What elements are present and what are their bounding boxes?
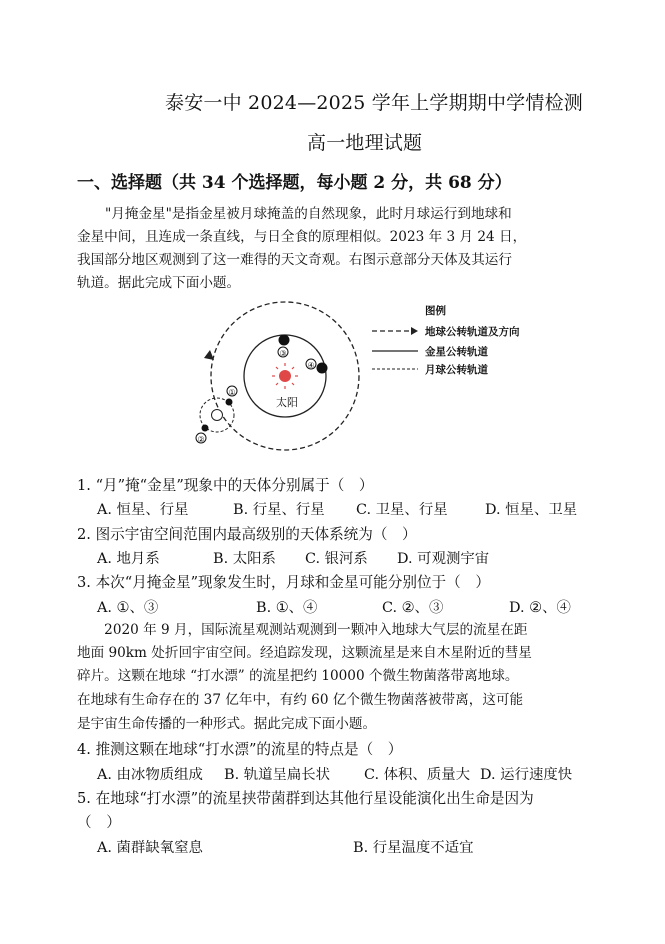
position-label-3: ③: [279, 349, 287, 358]
question-1-stem: 1. “月”掩“金星”现象中的天体分别属于（ ）: [77, 477, 374, 494]
passage2-line: 2020 年 9 月，国际流星观测站观测到一颗冲入地球大气层的流星在距: [77, 622, 528, 638]
q1-option-b: B. 行星、行星: [233, 502, 325, 518]
passage1-line: "月掩金星"是指金星被月球掩盖的自然现象，此时月球运行到地球和: [105, 206, 512, 222]
q2-option-d: D. 可观测宇宙: [397, 551, 490, 567]
sun-icon: [272, 363, 298, 389]
q4-option-d: D. 运行速度快: [480, 767, 573, 783]
section-heading: 一、选择题（共 34 个选择题，每小题 2 分，共 68 分）: [77, 173, 512, 193]
q2-option-b: B. 太阳系: [213, 551, 276, 567]
venus-position-4: [317, 363, 328, 374]
legend-arrow-icon: [411, 327, 418, 335]
passage1-line: 我国部分地区观测到了这一难得的天文奇观。右图示意部分天体及其运行: [77, 252, 512, 268]
q5-option-b: B. 行星温度不适宜: [353, 840, 474, 856]
position-label-4: ④: [307, 361, 315, 370]
passage1-line: 轨道。据此完成下面小题。: [77, 275, 241, 291]
passage1-line: 金星中间，且连成一条直线，与日全食的原理相似。2023 年 3 月 24 日，: [77, 229, 527, 245]
exam-subtitle: 高一地理试题: [307, 132, 423, 154]
passage2-line: 在地球有生命存在的 37 亿年中，有约 60 亿个微生物菌落被带离，这可能: [77, 692, 524, 708]
moon-position-1: [226, 399, 233, 406]
orbit-diagram: [185, 298, 545, 458]
passage2-line: 地面 90km 处折回宇宙空间。经追踪发现，这颗流星是来自木星附近的彗星: [77, 645, 532, 661]
passage2-line: 是宇宙生命传播的一种形式。据此完成下面小题。: [77, 716, 377, 732]
q3-option-a: A. ①、③: [97, 600, 159, 616]
q3-option-d: D. ②、④: [509, 600, 571, 616]
legend-label: 月球公转轨道: [425, 364, 488, 376]
q4-option-b: B. 轨道呈扁长状: [224, 767, 331, 783]
q1-option-a: A. 恒星、行星: [97, 502, 189, 518]
earth-body: [212, 410, 223, 421]
q2-option-a: A. 地月系: [97, 551, 160, 567]
question-2-stem: 2. 图示宇宙空间范围内最高级别的天体系统为（ ）: [77, 526, 417, 543]
sun-label: 太阳: [276, 396, 298, 409]
q2-option-c: C. 银河系: [305, 551, 368, 567]
question-5-stem: 5. 在地球“打水漂”的流星挟带菌群到达其他行星设能演化出生命是因为: [77, 790, 534, 807]
legend-title: 图例: [425, 305, 446, 317]
question-5-stem-cont: （ ）: [77, 814, 121, 831]
legend-label: 地球公转轨道及方向: [425, 326, 520, 338]
q3-option-c: C. ②、③: [382, 600, 444, 616]
exam-title: 泰安一中 2024—2025 学年上学期期中学情检测: [165, 92, 583, 114]
venus-position-3: [279, 335, 290, 346]
orbit-direction-arrow-icon: [204, 350, 214, 360]
question-3-stem: 3. 本次“月掩金星”现象发生时，月球和金星可能分别位于（ ）: [77, 574, 490, 591]
q1-option-c: C. 卫星、行星: [356, 502, 448, 518]
position-label-2: ②: [197, 435, 205, 444]
q4-option-c: C. 体积、质量大: [364, 767, 470, 783]
moon-position-2: [202, 425, 209, 432]
q3-option-b: B. ①、④: [256, 600, 318, 616]
passage2-line: 碎片。这颗在地球 “打水漂” 的流星把约 10000 个微生物菌落带离地球。: [77, 668, 519, 684]
q4-option-a: A. 由冰物质组成: [97, 767, 203, 783]
q5-option-a: A. 菌群缺氧窒息: [97, 840, 203, 856]
legend-label: 金星公转轨道: [425, 346, 488, 358]
question-4-stem: 4. 推测这颗在地球“打水漂”的流星的特点是（ ）: [77, 741, 403, 758]
q1-option-d: D. 恒星、卫星: [485, 502, 578, 518]
position-label-1: ①: [228, 388, 236, 397]
